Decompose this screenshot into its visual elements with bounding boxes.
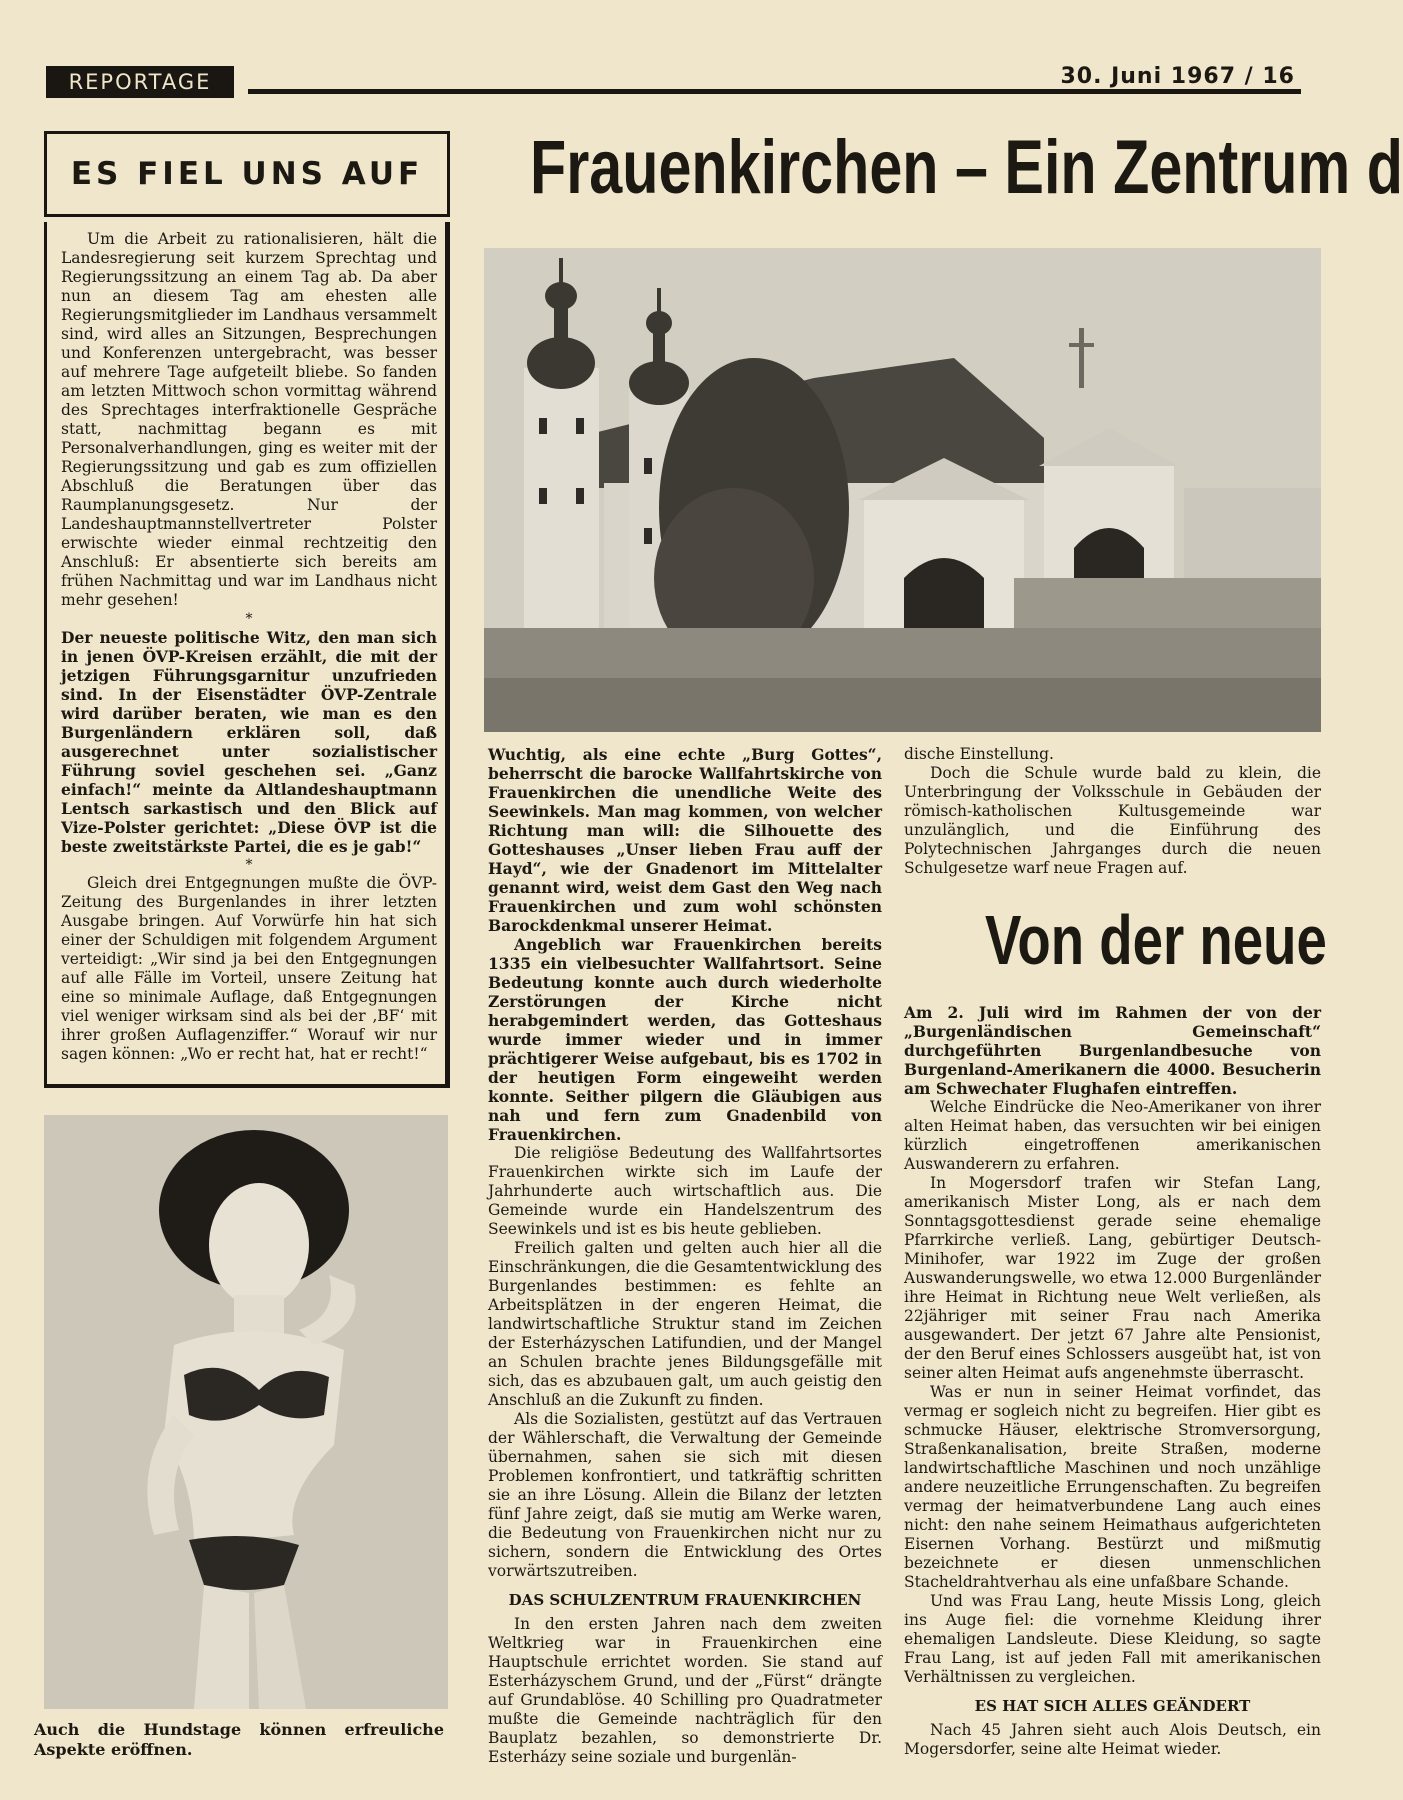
separator-star: * <box>245 611 253 627</box>
separator-star: * <box>245 857 253 873</box>
header-rule <box>248 89 1301 94</box>
issue-date: 30. Juni 1967 / 16 <box>1056 64 1299 89</box>
box-paragraph: Der neueste politische Witz, den man sich in jenen ÖVP-Kreisen erzählt, die mit der jetzigen Führungsgarnitur unzufrieden sind. In der Eisenstädter ÖVP-Zentrale wird darüber beraten, wie man es den Burgenländern erklären soll, daß ausgerechnet unter sozialistischer Führung soviel geschehen sei. „Ganz einfach!“ meinte da Altlandeshauptmann Lentsch sarkastisch und den Blick auf Vize-Polster gerichtet: „Diese ÖVP ist die beste zweitstärkste Partei, die es je gab!“ <box>61 628 437 856</box>
article-headline: Frauenkirchen – Ein Zentrum d <box>530 125 1403 210</box>
article-paragraph: In den ersten Jahren nach dem zweiten Weltkrieg war in Frauenkirchen eine Hauptschule errichtet worden. Sie stand auf Esterházyschem Grund, und der „Fürst“ drängte auf Grundablöse. 40 Schilling pro Quadratmeter mußte die Gemeinde nachträglich für den Bauplatz bezahlen, so demonstrierte Dr. Esterházy seine soziale und burgenlän- <box>488 1615 882 1766</box>
article-headline-2: Von der neue <box>985 901 1327 979</box>
article-paragraph: In Mogersdorf trafen wir Stefan Lang, amerikanisch Mister Long, als er nach dem Sonntagsgottesdienst gerade seine ehemalige Pfarrkirche verließ. Lang, gebürtiger Deutsch-Minihofer, war 1922 im Zuge der großen Auswanderungswelle, wo etwa 12.000 Burgenländer ihre Heimat in Richtung neue Welt verließen, als 22jähriger mit seiner Frau nach Amerika ausgewandert. Der jetzt 67 Jahre alte Pensionist, der den Beruf eines Schlossers ausgeübt hat, ist von seiner alten Heimat aufs angenehmste überrascht. <box>904 1174 1321 1382</box>
article-paragraph: Nach 45 Jahren sieht auch Alois Deutsch, ein Mogersdorfer, seine alte Heimat wieder. <box>904 1721 1321 1758</box>
article-lead: Wuchtig, als eine echte „Burg Gottes“, beherrscht die barocke Wallfahrtskirche von Frauenkirchen die unendliche Weite des Seewinkels. Man mag kommen, von welcher Richtung man will: die Silhouette des Gotteshauses „Unser lieben Frau auff der Hayd“, wie der Gnadenort im Mittelalter genannt wird, weist dem Gast den Weg nach Frauenkirchen und zum wohl schönsten Barockdenkmal unserer Heimat. <box>488 745 882 935</box>
article-paragraph: Welche Eindrücke die Neo-Amerikaner von ihrer alten Heimat haben, das versuchten wir bei einigen kürzlich eingetroffenen amerikanischen Auswanderern zu erfahren. <box>904 1098 1321 1173</box>
section-label: REPORTAGE <box>46 66 234 98</box>
article-paragraph: Als die Sozialisten, gestützt auf das Vertrauen der Wählerschaft, die Verwaltung der Gemeinde übernahmen, sahen sie sich mit diesen Problemen konfrontiert, und tatkräftig schritten sie an ihre Lösung. Allein die Bilanz der letzten fünf Jahre zeigt, daß sie mutig am Werke waren, die Bedeutung von Frauenkirchen nicht nur zu sichern, sondern die Entwicklung des Ortes vorwärtszutreiben. <box>488 1410 882 1580</box>
woman-illustration <box>44 1115 448 1709</box>
article-paragraph: Die religiöse Bedeutung des Wallfahrtsortes Frauenkirchen wirkte sich im Laufe der Jahrhunderte auch wirtschaftlich aus. Die Gemeinde wurde ein Handelszentrum des Seewinkels und ist es bis heute geblieben. <box>488 1144 882 1238</box>
article-paragraph: Doch die Schule wurde bald zu klein, die Unterbringung der Volksschule in Gebäuden der römisch-katholischen Kultusgemeinde war unzulänglich, und die Einführung des Polytechnischen Jahrganges durch die neuen Schulgesetze warf neue Fragen auf. <box>904 764 1321 877</box>
column-box-title: ES FIEL UNS AUF <box>44 131 450 217</box>
article-paragraph: Angeblich war Frauenkirchen bereits 1335 ein vielbesuchter Wallfahrtsort. Seine Bedeutung konnte auch durch wiederholte Zerstörungen der Kirche nicht herabgemindert werden, das Gotteshaus wurde immer wieder und in immer prächtigerer Weise aufgebaut, bis es 1702 in der heutigen Form eingeweiht werden konnte. Seither pilgern die Gläubigen aus nah und fern zum Gnadenbild von Frauenkirchen. <box>488 935 882 1144</box>
article-paragraph: Und was Frau Lang, heute Missis Long, gleich ins Auge fiel: die vornehme Kleidung ihrer ehemaligen Landsleute. Diese Kleidung, so sagte Frau Lang, ist auf jeden Fall mit amerikanischen Verhältnissen zu vergleichen. <box>904 1592 1321 1686</box>
article-column-middle <box>488 745 882 1795</box>
article-subheading: DAS SCHULZENTRUM FRAUENKIRCHEN <box>508 1591 862 1609</box>
article-paragraph: Was er nun in seiner Heimat vorfindet, das vermag er sogleich nicht zu begreifen. Hier gibt es schmucke Häuser, elektrische Stromversorgung, Straßenkanalisation, breite Straßen, moderne landwirtschaftliche Maschinen und noch unzählige andere neuzeitliche Errungenschaften. Zu begreifen vermag der heimatverbundene Lang auch eines nicht: den nahe seinem Heimathaus aufgerichteten Eisernen Vorhang. Bestürzt und mißmutig bezeichnete er diesen unmenschlichen Stacheldrahtverhau als eine unfaßbare Schande. <box>904 1383 1321 1591</box>
summer-photo <box>44 1115 448 1709</box>
church-illustration <box>484 248 1321 732</box>
article-lead: Am 2. Juli wird im Rahmen der von der „Burgenländischen Gemeinschaft“ durchgeführten Burgenlandbesuche von Burgenland-Amerikanern die 4000. Besucherin am Schwechater Flughafen eintreffen. <box>904 1003 1321 1098</box>
box-paragraph: Um die Arbeit zu rationalisieren, hält die Landesregierung seit kurzem Sprechtag und Regierungssitzung an einem Tag ab. Da aber nun an diesem Tag am ehesten alle Regierungsmitglieder im Landhaus versammelt sind, wird alles an Sitzungen, Besprechungen und Konferenzen untergebracht, was besser auf mehrere Tage aufgeteilt bliebe. So fanden am letzten Mittwoch schon vormittag während des Sprechtages interfraktionelle Gespräche statt, nachmittag begann es mit Personalverhandlungen, ging es weiter mit der Regierungssitzung und gab es zum offiziellen Abschluß die Beratungen über das Raumplanungsgesetz. Nur der Landeshauptmannstellvertreter Polster erwischte wieder einmal rechtzeitig den Anschluß: Er absentierte sich bereits am frühen Nachmittag und war im Landhaus nicht mehr gesehen! <box>61 230 437 609</box>
article-subheading: ES HAT SICH ALLES GEÄNDERT <box>974 1697 1251 1715</box>
photo-caption: Auch die Hundstage können erfreuliche Aspekte eröffnen. <box>34 1720 444 1759</box>
article-paragraph: dische Einstellung. <box>904 745 1054 763</box>
box-paragraph: Gleich drei Entgegnungen mußte die ÖVP-Zeitung des Burgenlandes in ihrer letzten Ausgabe bringen. Auf Vorwürfe hin hat sich einer der Schuldigen mit folgendem Argument verteidigt: „Wir sind ja bei den Entgegnungen auf alle Fälle im Vorteil, unsere Zeitung hat eine so minimale Auflage, daß Entgegnungen viel weniger wirksam sind als bei der ‚BF‘ mit ihrer großen Auflagenziffer.“ Worauf wir nur sagen können: „Wo er recht hat, hat er recht!“ <box>61 874 437 1063</box>
church-photo <box>484 248 1321 732</box>
article-paragraph: Freilich galten und gelten auch hier all die Einschränkungen, die die Gesamtentwicklung des Burgenlandes bestimmen: es fehlte an Arbeitsplätzen in der engeren Heimat, die landwirtschaftliche Struktur stand im Zeichen der Esterházyschen Latifundien, und der Mangel an Schulen brachte jenes Bildungsgefälle mit sich, das es abzubauen galt, um auch geistig den Anschluß an die Zukunft zu finden. <box>488 1239 882 1409</box>
column-box-body <box>44 222 450 1088</box>
